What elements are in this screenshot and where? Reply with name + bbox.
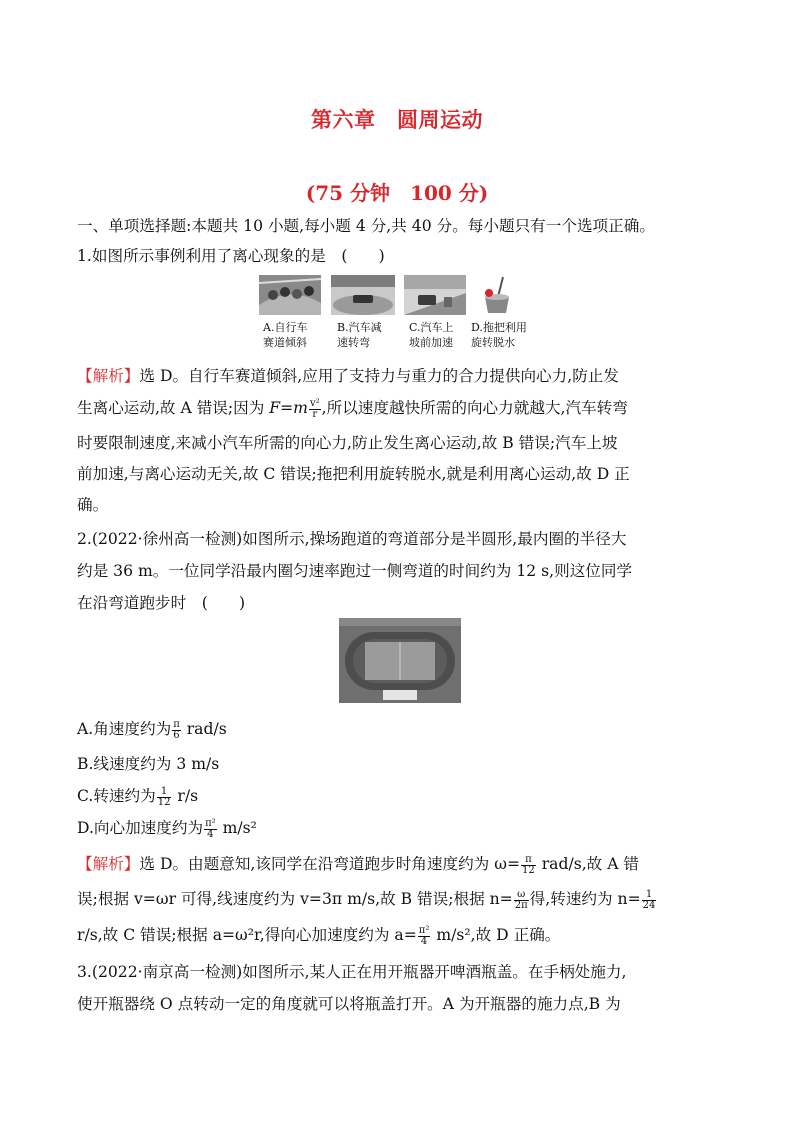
car-turning-image bbox=[331, 275, 395, 315]
time-info: (75 分钟 100 分) bbox=[305, 181, 489, 205]
q1-analysis-line-2: 生离心运动,故 A 错误;因为 F=m $\frac{\text{v²}}{r}$ ,所以速度越快所需的向心力就越大,汽车转弯 bbox=[77, 397, 628, 420]
section-instruction: 一、单项选择题:本题共 10 小题,每小题 4 分,共 40 分。每小题只有一个选项正确。 bbox=[77, 217, 655, 235]
analysis-tag: 【解析】 bbox=[77, 855, 140, 873]
question-2-stem-2: 约是 36 m。一位同学沿最内圈匀速率跑过一侧弯道的时间约为 12 s,则这位同学 bbox=[77, 562, 633, 580]
image-d-caption-2: 旋转脱水 bbox=[471, 336, 515, 349]
image-a-caption-2: 赛道倾斜 bbox=[263, 336, 307, 349]
q2-analysis-line-3: r/s,故 C 错误;根据 a=ω²r,得向心加速度约为 a= $\frac{\text{π²}}{4}$ m/s²,故 D 正确。 bbox=[77, 924, 561, 947]
image-b-caption-1: B.汽车减 bbox=[337, 321, 382, 334]
bicycle-track-image bbox=[259, 275, 321, 315]
formula-lhs: F=m bbox=[269, 399, 308, 417]
q2-option-c: C.转速约为 $\frac{1}{12}$ r/s bbox=[77, 785, 199, 808]
formula-fraction: $\frac{\text{v²}}{r}$ bbox=[309, 397, 320, 420]
question-1-stem: 1.如图所示事例利用了离心现象的是 ( ) bbox=[77, 247, 385, 265]
image-b-caption-2: 速转弯 bbox=[337, 336, 370, 349]
question-2-stem-3: 在沿弯道跑步时 ( ) bbox=[77, 594, 246, 612]
car-slope-image bbox=[404, 275, 466, 315]
q1-analysis-line-3: 时要限制速度,来减小汽车所需的向心力,防止发生离心运动,故 B 错误;汽车上坡 bbox=[77, 434, 618, 452]
q2-option-d: D.向心加速度约为 $\frac{\text{π²}}{4}$ m/s² bbox=[77, 817, 257, 840]
q2-option-a: A.角速度约为 $\frac{\pi}{6}$ rad/s bbox=[77, 718, 227, 741]
analysis-tag: 【解析】 bbox=[77, 367, 140, 385]
q1-analysis-line-1: 【解析】选 D。自行车赛道倾斜,应用了支持力与重力的合力提供向心力,防止发 bbox=[77, 367, 619, 385]
image-c-caption-1: C.汽车上 bbox=[409, 321, 454, 334]
q2-option-b: B.线速度约为 3 m/s bbox=[77, 755, 220, 773]
mop-spin-image bbox=[477, 275, 519, 315]
running-track-image bbox=[339, 618, 461, 703]
q1-analysis-line-5: 确。 bbox=[77, 496, 109, 514]
image-a-caption-1: A.自行车 bbox=[263, 321, 308, 334]
q2-analysis-line-2: 误;根据 v=ωr 可得,线速度约为 v=3π m/s,故 B 错误;根据 n= $\frac{\omega}{2\pi}$ 得,转速约为 n= $\frac{1}{24}$ bbox=[77, 888, 656, 911]
question-3-stem-2: 使开瓶器绕 O 点转动一定的角度就可以将瓶盖打开。A 为开瓶器的施力点,B 为 bbox=[77, 995, 621, 1013]
q1-analysis-line-4: 前加速,与离心运动无关,故 C 错误;拖把利用旋转脱水,就是利用离心运动,故 D 正 bbox=[77, 465, 630, 483]
chapter-title: 第六章 圆周运动 bbox=[311, 108, 483, 132]
question-3-stem-1: 3.(2022·南京高一检测)如图所示,某人正在用开瓶器开啤酒瓶盖。在手柄处施力, bbox=[77, 963, 627, 981]
q2-analysis-line-1: 【解析】选 D。由题意知,该同学在沿弯道跑步时角速度约为 ω= $\frac{\pi}{12}$ rad/s,故 A 错 bbox=[77, 853, 640, 876]
image-c-caption-2: 坡前加速 bbox=[409, 336, 453, 349]
image-d-caption-1: D.拖把利用 bbox=[471, 321, 527, 334]
question-2-stem-1: 2.(2022·徐州高一检测)如图所示,操场跑道的弯道部分是半圆形,最内圈的半径大 bbox=[77, 530, 627, 548]
